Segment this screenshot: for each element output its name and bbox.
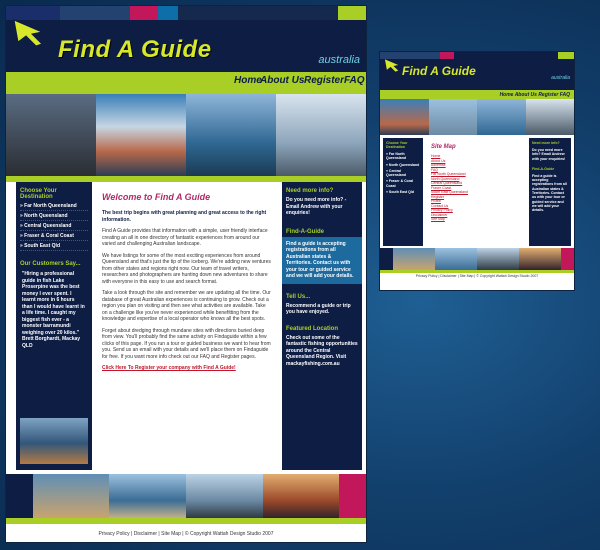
lead-text: The best trip begins with great planning and great access to the right information. (102, 210, 267, 223)
sitemap-link[interactable]: Register (431, 194, 445, 199)
footer-links[interactable]: Privacy Policy | Disclaimer | Site Map | © Copyright Wattah Design Studio 2007 (98, 531, 274, 537)
photo-sunset (263, 474, 340, 518)
sitemap-link[interactable]: Site Map (431, 217, 445, 221)
mini-footer-photos (380, 248, 574, 270)
find-a-guide-heading: Find-A-Guide (286, 228, 324, 235)
sitemap-link[interactable]: South East Queensland (431, 190, 468, 194)
sitemap-link[interactable]: Profile (431, 199, 441, 203)
header-photo-strip (6, 94, 366, 176)
sitemap-link[interactable]: Central Queensland (431, 181, 463, 185)
barramundi-photo (20, 418, 88, 464)
sitemap-link[interactable]: FAQ (431, 167, 439, 172)
mini-photo (477, 248, 519, 270)
more-info-heading: Need more info? (286, 188, 334, 194)
photo-kids (33, 474, 110, 518)
mini-photo (519, 248, 561, 270)
tell-us-heading: Tell Us... (286, 293, 311, 300)
green-divider (380, 270, 574, 273)
photo-fisherman-catch (96, 94, 186, 176)
mini-nav-about[interactable]: About Us (514, 92, 537, 98)
sitemap-link[interactable]: Contact Us (431, 203, 449, 208)
more-info-text[interactable]: Do you need more info? - Email Andrew with your enquiries! (286, 197, 347, 216)
sitemap-link[interactable]: Home (431, 154, 441, 158)
mini-fag-heading: Find-A-Guide (532, 166, 555, 171)
mini-destination-link[interactable]: » Far North Queensland (386, 152, 407, 161)
page-title: Welcome to Find A Guide (102, 192, 211, 202)
sitemap-link[interactable]: About Us (431, 158, 446, 163)
sitemap-link[interactable]: Far North Queensland (431, 172, 466, 176)
mini-nav-home[interactable]: Home (499, 92, 514, 98)
sitemap-title: Site Map (431, 144, 456, 150)
mini-logo-subtitle: australia (551, 75, 570, 81)
register-cta-link[interactable]: Click Here To Register your company with Find A Guide! (102, 365, 236, 371)
mini-main-content (425, 138, 529, 246)
mini-dest-heading: Choose Your Destination (386, 141, 408, 149)
photo-shore (109, 474, 186, 518)
mini-fag-text: Find a guide is accepting registrations from all Australian states & Territories. Contact us with your tour or guided service and we will add your details. (532, 173, 567, 213)
mini-nav (380, 90, 574, 99)
register-paragraph: Forget about dredging through mundane sites with directions buried deep from view. You'll probably find the same activity on Findaguide within a few clicks of this page. If you run a tour or guided business we want to hear from you. Send us an email with your details and we'll place them on Findaguide for free. If you want more info check out our FAQ and Register pages. (102, 327, 271, 360)
mini-logo[interactable]: Find A Guide (402, 64, 476, 78)
mini-left-column (383, 138, 423, 246)
strip-block (561, 248, 574, 270)
sitemap-link[interactable]: Advertise (431, 163, 446, 167)
sitemap-link[interactable]: Privacy Policy (431, 208, 453, 212)
mini-photo (435, 248, 477, 270)
destination-link[interactable]: » North Queensland (20, 213, 88, 221)
site-logo[interactable]: Find A Guide (58, 36, 212, 63)
customers-heading: Our Customers Say... (20, 261, 81, 267)
sitemap-link[interactable]: Fraser Coast (431, 185, 452, 190)
mini-photo-strip (380, 99, 574, 135)
arrow-logo-icon (384, 58, 402, 72)
right-column (282, 182, 362, 470)
logo-subtitle: australia (318, 54, 360, 66)
mini-right-column (529, 138, 571, 246)
mini-photo (429, 99, 478, 135)
mini-destination-link[interactable]: » South East Qld (386, 190, 415, 195)
mini-destination-link[interactable]: » Central Queensland (386, 168, 407, 178)
mini-photo (526, 99, 575, 135)
intro-paragraph: Find A Guide provides that information with a simple, user friendly interface creating an all in one directory of fantastic experiences from around our varied and challenging Australian landscape. (102, 228, 268, 247)
strip-block (339, 474, 366, 518)
testimonial-quote: "Hiring a professional guide in fish Lake Proserpine was the best money I ever spent. I learnt more in 6 hours than I would have learnt in a life time. I caught my biggest fish ever - a monster barramundi weighing over 20 kilos." Brett Borghardt, Mackay QLD (22, 271, 85, 349)
photo-beach-fishing (186, 94, 276, 176)
mini-info-heading: Need more info? (532, 141, 560, 145)
mini-photo (393, 248, 435, 270)
mini-photo (380, 99, 429, 135)
photo-4wd (6, 94, 96, 176)
sitemap-link[interactable]: Disclaimer (431, 212, 448, 217)
destination-heading: Choose Your Destination (20, 188, 57, 200)
mini-photo (477, 99, 526, 135)
featured-heading: Featured Location (286, 325, 339, 332)
mini-destination-link[interactable]: » Fraser & Coral Coast (386, 179, 414, 188)
mini-footer-links[interactable]: Privacy Policy | Disclaimer | Site Map | © Copyright Wattah Design Studio 2007 (415, 274, 539, 278)
strip-block (6, 474, 33, 518)
photo-car-beach (276, 94, 366, 176)
tell-us-text[interactable]: Recommend a guide or trip you have enjoyed. (286, 302, 351, 315)
mini-nav-register[interactable]: Register (538, 92, 559, 98)
mini-destination-link[interactable]: » North Queensland (386, 162, 420, 167)
mini-header (380, 52, 574, 90)
browse-paragraph: Take a look through the site and remember we are updating all the time. Our database of great Australian experiences is continuing to grow. Check out a region you plan on visiting and then see what activities are available. Take on a challenge like you've never experienced while benefitting from the knowledge and expertise of a local operator who knows all the best spots. (102, 290, 271, 322)
sitemap-page-preview (379, 51, 575, 291)
featured-text[interactable]: Check out some of the fantastic fishing opportunities around the Central Queensland Region. Visit mackayfishing.com.au (286, 334, 358, 367)
nav-home[interactable]: Home (234, 75, 262, 86)
find-a-guide-box (282, 237, 362, 284)
main-page-preview (5, 5, 367, 543)
mini-nav-faq[interactable]: FAQ (559, 92, 570, 98)
mini-info-text[interactable]: Do you need more info? Email Andrew with your enquiries! (532, 148, 566, 161)
photo-rods (186, 474, 263, 518)
header (6, 6, 366, 94)
destination-list (16, 203, 92, 251)
nav-about[interactable]: About Us (260, 75, 305, 86)
destination-link[interactable]: » Central Queensland (20, 223, 88, 231)
left-column (16, 182, 92, 470)
destination-link[interactable]: » Far North Queensland (20, 203, 88, 211)
destination-link[interactable]: » Fraser & Coral Coast (20, 233, 88, 241)
nav-faq[interactable]: FAQ (344, 75, 365, 86)
arrow-logo-icon (12, 18, 50, 46)
main-nav (6, 72, 366, 94)
sitemap-link[interactable]: North Queensland (431, 176, 460, 181)
find-a-guide-text: Find a guide is accepting registrations from all Australian states & Territories. Contact us with your tour or guided service and we will add your details. (286, 240, 354, 279)
destination-link[interactable]: » South East Qld (20, 243, 88, 251)
footer-photo-strip (6, 474, 366, 518)
main-content (94, 182, 280, 470)
strip-block (380, 248, 393, 270)
nav-register[interactable]: Register (304, 75, 345, 86)
listings-paragraph: We have listings for some of the most exciting experiences from around Queensland and that's just the tip of the iceberg. We're adding new ventures from other states and regions right now. Our team of travel writers, researchers and photographers are hunting down new adventures to share with everyone in this easy to use and search format. (102, 252, 271, 285)
